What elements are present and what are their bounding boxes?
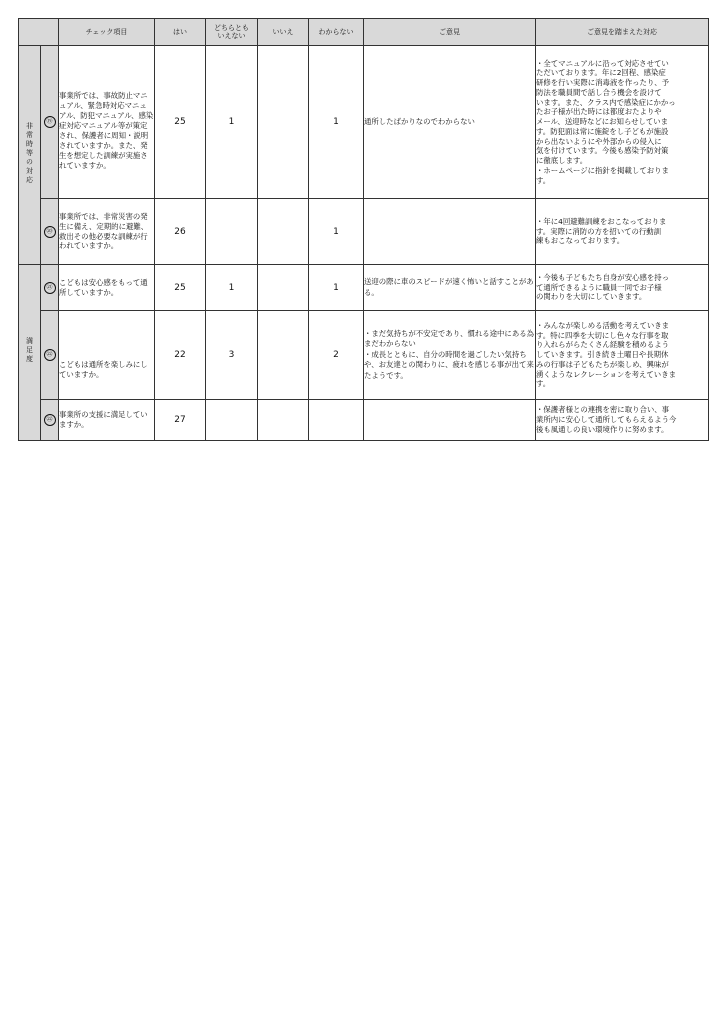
item-number: ㉒ [41,400,59,441]
opinion-text: 送迎の際に車のスピードが速く怖いと話すことがある。 [364,265,536,311]
count-yes: 25 [155,46,206,199]
header-blank [19,19,59,46]
count-no [258,400,309,441]
item-number: ⑲ [41,46,59,199]
header-no: いいえ [258,19,309,46]
question-text: 事業所では、非常災害の発生に備え、定期的に避難、救出その他必要な訓練が行われていますか。 [59,199,155,265]
opinion-text: ・まだ気持ちが不安定であり、慣れる途中にある為まだわからない ・成長とともに、自分の時間を過ごしたい気持ちや、お友達との関わりに、疲れを感じる事が出て来たようです。 [364,311,536,400]
count-neither [206,400,258,441]
header-response: ご意見を踏まえた対応 [536,19,709,46]
question-text: こどもは安心感をもって通所していますか。 [59,265,155,311]
count-yes: 26 [155,199,206,265]
table-row [19,311,709,400]
count-no [258,46,309,199]
header-opinion: ご意見 [364,19,536,46]
section-label-emergency [19,46,41,265]
header-row [19,19,709,46]
count-no [258,199,309,265]
item-number: ⑳ [41,199,59,265]
count-unknown: 2 [309,311,364,400]
count-yes: 25 [155,265,206,311]
response-text: ・みんなが楽しめる活動を考えていきま す。特に四季を大切にし色々な行事を取 り入れらがらたくさん経験を積めるよう していきます。引き続き土曜日や長期休 みの行事は子どもたちが楽しめ、興味が 湧くようなレクレーションを考えていきま す。 [536,311,709,400]
item-number: ㉑ [41,265,59,311]
count-neither: 1 [206,46,258,199]
question-text: 事業所の支援に満足していますか。 [59,400,155,441]
header-neither: どちらとも いえない [206,19,258,46]
table-row [19,400,709,441]
count-unknown [309,400,364,441]
count-yes: 22 [155,311,206,400]
item-number: ㉒ [41,311,59,400]
header-yes: はい [155,19,206,46]
count-unknown: 1 [309,46,364,199]
response-text: ・全てマニュアルに沿って対応させてい ただいております。年に2回程、感染症 研修を行い実際に消毒液を作ったり、予 防法を職員間で話し合う機会を設けて います。また、クラス内で感染症にかかっ たお子様が出た時には都度おたよりや メール、送迎時などにお知らせしていま す。防犯面は常に施錠をし子どもが施設 から出ないようにや外部からの侵入に 気を付けています。今後も感染予防対策 に徹底します。 ・ホームページに指針を掲載しておりま す。 [536,46,709,199]
opinion-text: 通所したばかりなのでわからない [364,46,536,199]
count-neither: 1 [206,265,258,311]
count-neither [206,199,258,265]
section-text: 非常時等の対応 [25,121,34,185]
question-text: こどもは通所を楽しみにしていますか。 [59,311,155,400]
count-unknown: 1 [309,199,364,265]
count-unknown: 1 [309,265,364,311]
header-check-item: チェック項目 [59,19,155,46]
question-text: 事業所では、事故防止マニュアル、緊急時対応マニュアル、防犯マニュアル、感染症対応マニュアル等が策定され、保護者に周知・説明されていますか。また、発生を想定した訓練が実施されていますか。 [59,46,155,199]
survey-table [18,18,709,441]
opinion-text [364,400,536,441]
table-row [19,265,709,311]
response-text: ・今後も子どもたち自身が安心感を持っ て通所できるように職員一同でお子様 の関わりを大切にしていきます。 [536,265,709,311]
response-text: ・年に4回避難訓練をおこなっておりま す。実際に消防の方を招いての行動訓 練もおこなっております。 [536,199,709,265]
count-neither: 3 [206,311,258,400]
count-yes: 27 [155,400,206,441]
count-no [258,311,309,400]
table-row [19,46,709,199]
table-row [19,199,709,265]
section-label-satisfaction [19,265,41,441]
section-text: 満足度 [25,337,34,364]
count-no [258,265,309,311]
response-text: ・保護者様との連携を密に取り合い、事 業所内に安心して通所してもらえるよう今 後も風通しの良い環境作りに努めます。 [536,400,709,441]
opinion-text [364,199,536,265]
header-unknown: わからない [309,19,364,46]
